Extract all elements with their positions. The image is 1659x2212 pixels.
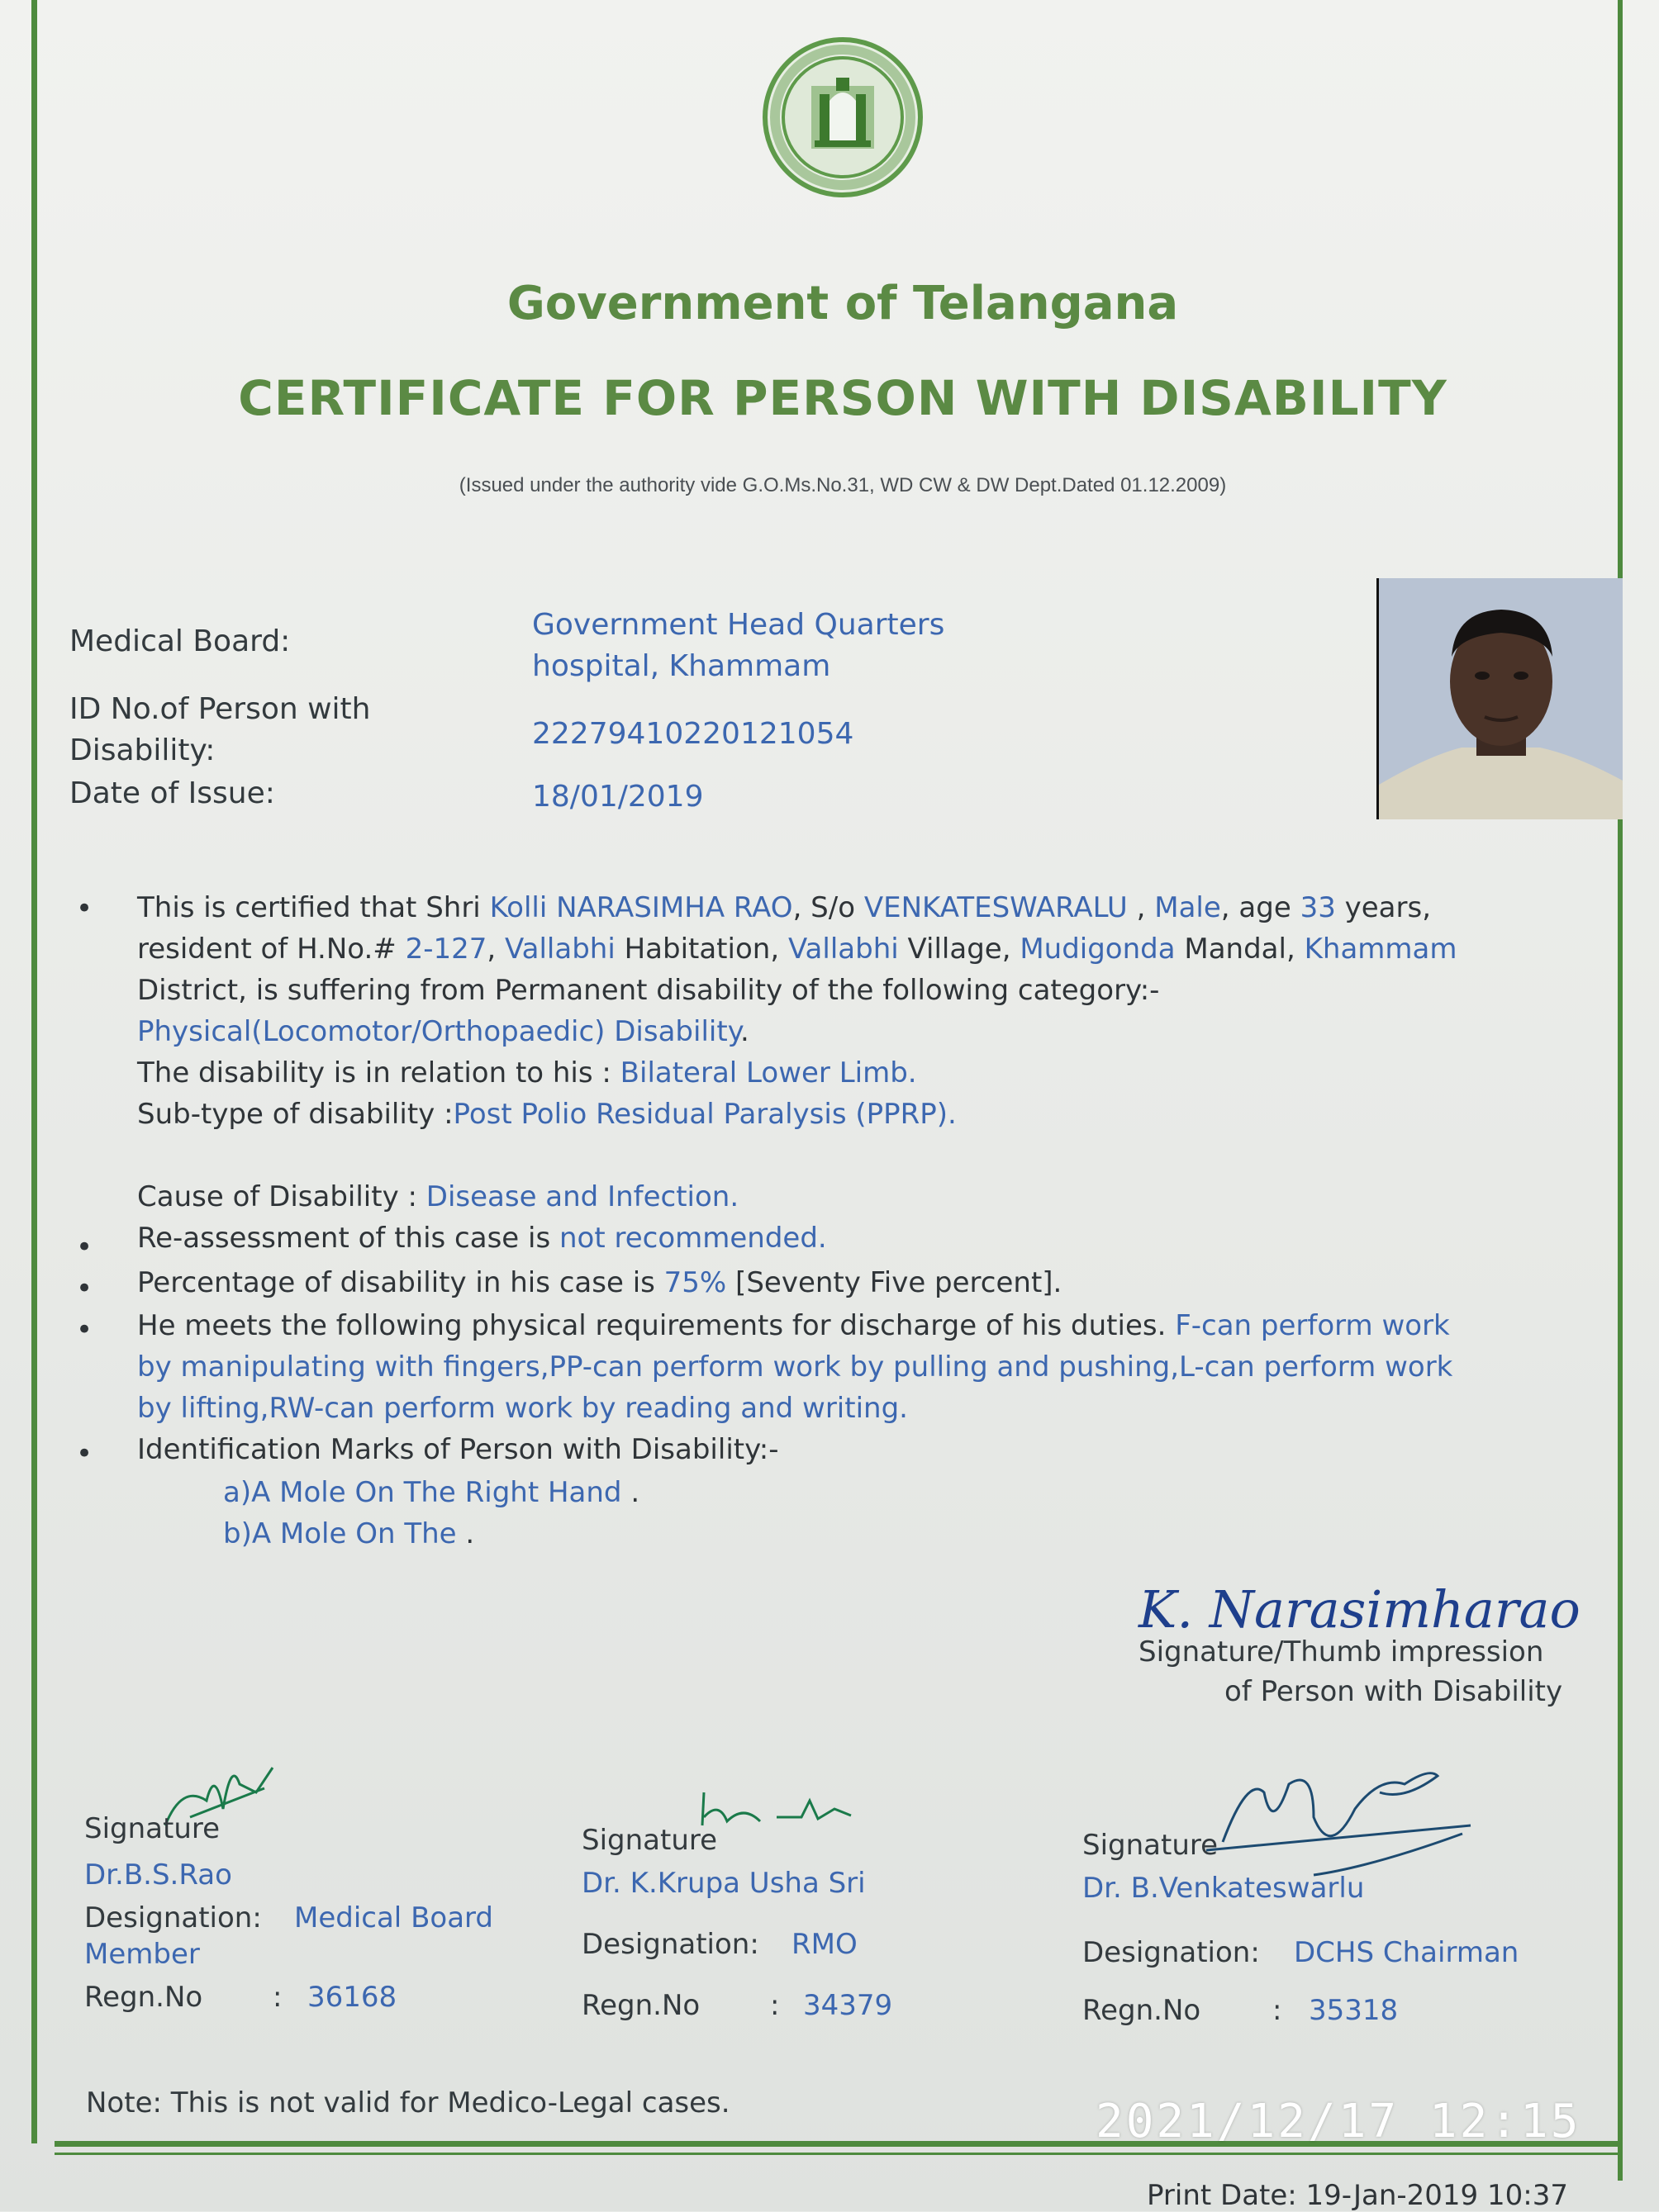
signatory-2-name: Dr. K.Krupa Usha Sri [582, 1867, 866, 1900]
signatory-3-regn-colon: : [1272, 1994, 1282, 2027]
issue-date-label: Date of Issue: [69, 776, 275, 810]
percentage-value: 75% [663, 1266, 727, 1299]
signatory-1-designation-line2: Member [84, 1938, 200, 1971]
signatory-3-designation-label: Designation: [1082, 1936, 1260, 1969]
certification-line-2: resident of H.No.# 2-127, Vallabhi Habitation, Vallabhi Village, Mudigonda Mandal, Khammam [137, 933, 1457, 966]
requirements-line-3: by lifting,RW-can perform work by reading and writing. [137, 1392, 908, 1425]
bullet-dot: • [76, 1272, 93, 1305]
percentage-line: Percentage of disability in his case is 75% [Seventy Five percent]. [137, 1266, 1062, 1299]
cause-line: Cause of Disability : Disease and Infection. [137, 1180, 739, 1213]
reassessment-line: Re-assessment of this case is not recommended. [137, 1222, 827, 1255]
signatory-2-designation: RMO [791, 1928, 858, 1961]
village: Vallabhi [787, 933, 899, 966]
gender: Male [1154, 891, 1221, 924]
cause-value: Disease and Infection. [425, 1180, 739, 1213]
id-value: 22279410220121054 [532, 717, 854, 751]
house-number: 2-127 [405, 933, 487, 966]
signatory-2-regn-label: Regn.No [582, 1989, 701, 2022]
person-photo [1376, 578, 1623, 819]
print-date: Print Date: 19-Jan-2019 10:37 [1147, 2179, 1568, 2212]
habitation: Vallabhi [505, 933, 616, 966]
certificate-title: CERTIFICATE FOR PERSON WITH DISABILITY [238, 370, 1447, 426]
signatory-2-regn-number: 34379 [803, 1989, 893, 2022]
district: Khammam [1304, 933, 1457, 966]
person-signature-icon [1132, 1569, 1611, 1644]
identification-mark-a: a)A Mole On The Right Hand . [223, 1476, 640, 1509]
bullet-dot: • [76, 1231, 93, 1264]
signatory-3-designation: DCHS Chairman [1294, 1936, 1519, 1969]
svg-text:K. Narasimharao: K. Narasimharao [1138, 1579, 1581, 1640]
requirements-line-2: by manipulating with fingers,PP-can perform work by pulling and pushing,L-can perform work [137, 1350, 1453, 1384]
bullet-dot: • [76, 892, 93, 925]
signatory-3-name: Dr. B.Venkateswarlu [1082, 1872, 1365, 1905]
signatory-1-signature-label: Signature [84, 1812, 221, 1845]
disability-subtype-line: Sub-type of disability :Post Polio Residual Paralysis (PPRP). [137, 1098, 957, 1131]
father-name: VENKATESWARALU [863, 891, 1128, 924]
disability-relation: Bilateral Lower Limb. [620, 1056, 917, 1089]
requirements-line-1: He meets the following physical requirements for discharge of his duties. F-can perform work [137, 1309, 1450, 1342]
disability-category: Physical(Locomotor/Orthopaedic) Disability [137, 1015, 740, 1048]
disability-relation-line: The disability is in relation to his : Bilateral Lower Limb. [137, 1056, 917, 1089]
signatory-2-designation-label: Designation: [582, 1928, 759, 1961]
authority-line: (Issued under the authority vide G.O.Ms.No.31, WD CW & DW Dept.Dated 01.12.2009) [459, 474, 1227, 496]
signatory-3-regn-number: 35318 [1309, 1994, 1399, 2027]
mandal: Mudigonda [1020, 933, 1176, 966]
signatory-1-regn-colon: : [273, 1981, 283, 2014]
signatory-3-regn-label: Regn.No [1082, 1994, 1201, 2027]
reassessment-value: not recommended. [559, 1222, 827, 1255]
signatory-2-signature-label: Signature [582, 1824, 718, 1857]
medical-board-value-line2: hospital, Khammam [532, 649, 831, 683]
telangana-emblem-icon [760, 35, 925, 200]
government-title: Government of Telangana [506, 277, 1179, 330]
medical-board-label: Medical Board: [69, 624, 291, 658]
certification-line-3: District, is suffering from Permanent disability of the following category:- [137, 974, 1160, 1007]
signature-scribble-2-icon [694, 1784, 892, 1834]
signatory-1-regn-label: Regn.No [84, 1981, 203, 2014]
signatory-1-designation-line1: Medical Board [294, 1901, 493, 1934]
disability-category-line: Physical(Locomotor/Orthopaedic) Disability. [137, 1015, 749, 1048]
person-signature-label-1: Signature/Thumb impression [1138, 1635, 1544, 1668]
medical-board-value-line1: Government Head Quarters [532, 608, 945, 642]
issue-date-value: 18/01/2019 [532, 780, 704, 814]
age: 33 [1300, 891, 1336, 924]
signature-scribble-3-icon [1190, 1759, 1479, 1883]
id-label-line2: Disability: [69, 733, 216, 767]
signatory-1-designation-label: Designation: [84, 1901, 262, 1934]
person-name: Kolli NARASIMHA RAO [489, 891, 793, 924]
bullet-dot: • [76, 1437, 93, 1470]
disability-subtype: Post Polio Residual Paralysis (PPRP). [453, 1098, 957, 1131]
signatory-3-signature-label: Signature [1082, 1829, 1219, 1862]
identification-marks-label: Identification Marks of Person with Disability:- [137, 1433, 779, 1466]
identification-mark-b: b)A Mole On The . [223, 1517, 475, 1550]
bullet-dot: • [76, 1313, 93, 1346]
person-photo-icon [1379, 578, 1623, 819]
id-label-line1: ID No.of Person with [69, 692, 371, 726]
signatory-1-regn-number: 36168 [307, 1981, 397, 2014]
photo-timestamp: 2021/12/17 12:15 [1096, 2095, 1581, 2148]
signatory-1-name: Dr.B.S.Rao [84, 1858, 232, 1892]
certification-line-1: This is certified that Shri Kolli NARASIMHA RAO, S/o VENKATESWARALU , Male, age 33 years, [137, 891, 1432, 924]
signatory-2-regn-colon: : [770, 1989, 780, 2022]
person-signature-label-2: of Person with Disability [1224, 1675, 1563, 1708]
border-bottom-inner [55, 2153, 1623, 2155]
medico-legal-note: Note: This is not valid for Medico-Legal cases. [86, 2086, 730, 2119]
